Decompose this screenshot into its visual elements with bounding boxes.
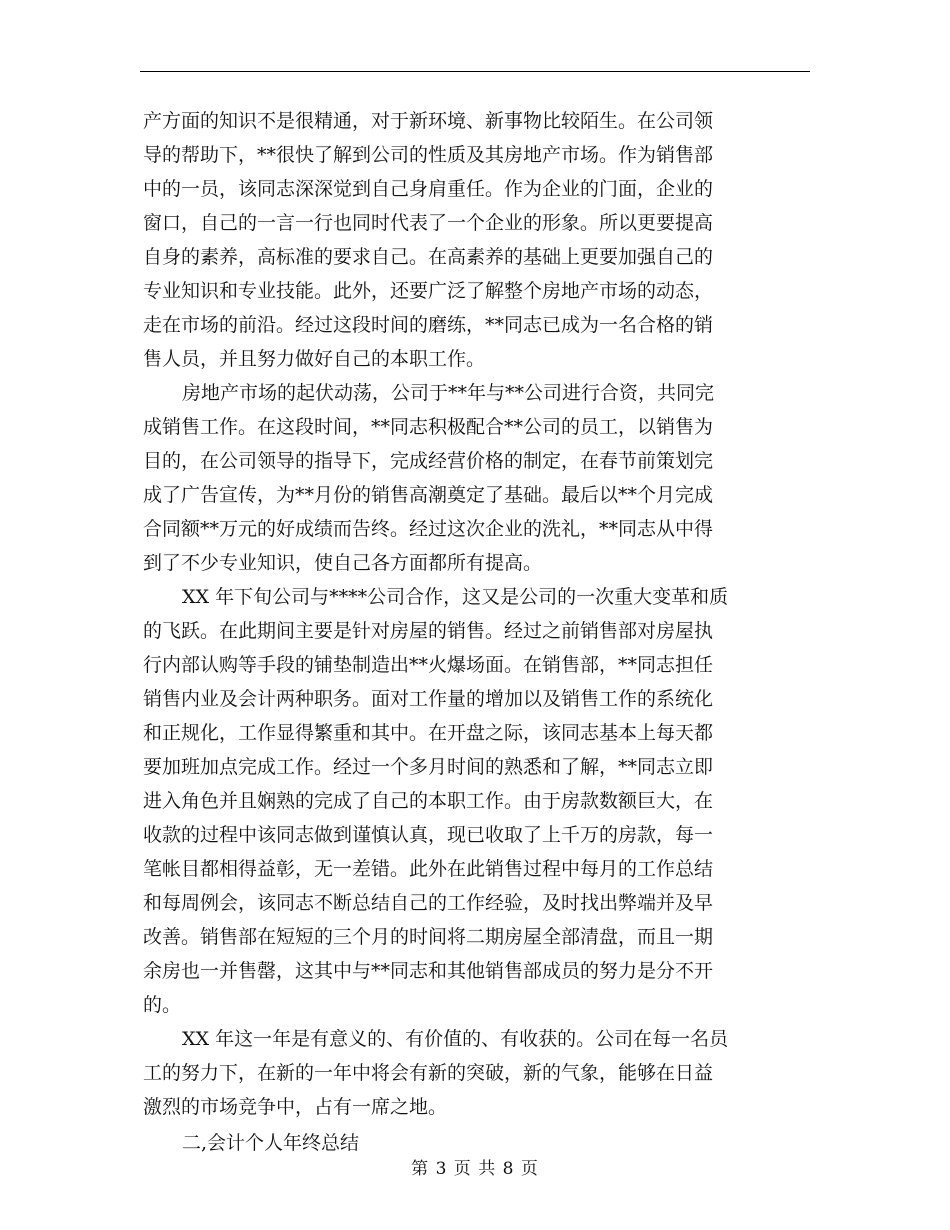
header-rule [140,71,810,72]
body-text-line: 售人员，并且努力做好自己的本职工作。 [143,348,486,370]
body-text-line: 窗口，自己的一言一行也同时代表了一个企业的形象。所以更要提高 [143,212,714,234]
body-text-line: 到了不少专业知识，使自己各方面都所有提高。 [143,552,543,574]
body-text-line: 成了广告宣传，为**月份的销售高潮奠定了基础。最后以**个月完成 [143,484,714,506]
body-text-line: 和正规化，工作显得繁重和其中。在开盘之际，该同志基本上每天都 [143,722,714,744]
body-text-line: 合同额**万元的好成绩而告终。经过这次企业的洗礼，**同志从中得 [143,518,714,540]
body-text-line: 行内部认购等手段的铺垫制造出**火爆场面。在销售部，**同志担任 [143,654,714,676]
body-text-line: 房地产市场的起伏动荡，公司于**年与**公司进行合资，共同完 [182,382,715,404]
body-text-line: 收款的过程中该同志做到谨慎认真，现已收取了上千万的房款，每一 [143,824,714,846]
body-text-line: 目的，在公司领导的指导下，完成经营价格的制定，在春节前策划完 [143,450,714,472]
body-text-line: 成销售工作。在这段时间，**同志积极配合**公司的员工，以销售为 [143,416,714,438]
body-text-line: XX 年这一年是有意义的、有价值的、有收获的。公司在每一名员 [182,1028,729,1050]
body-text-line: 改善。销售部在短短的三个月的时间将二期房屋全部清盘，而且一期 [143,926,714,948]
section-heading: 二,会计个人年终总结 [182,1132,360,1154]
body-text-line: 中的一员，该同志深深觉到自己身肩重任。作为企业的门面，企业的 [143,178,714,200]
body-text-line: 笔帐目都相得益彰，无一差错。此外在此销售过程中每月的工作总结 [143,858,714,880]
body-text-line: 自身的素养，高标准的要求自己。在高素养的基础上更要加强自己的 [143,246,714,268]
body-text-line: 销售内业及会计两种职务。面对工作量的增加以及销售工作的系统化 [143,688,714,710]
body-text-line: 的。 [143,994,182,1016]
body-text-line: 专业知识和专业技能。此外，还要广泛了解整个房地产市场的动态， [143,280,714,302]
body-text-line: 产方面的知识不是很精通，对于新环境、新事物比较陌生。在公司领 [143,110,714,132]
body-text-line: 余房也一并售罄，这其中与**同志和其他销售部成员的努力是分不开 [143,960,714,982]
body-text-line: 导的帮助下，**很快了解到公司的性质及其房地产市场。作为销售部 [143,144,714,166]
body-text-line: 激烈的市场竞争中，占有一席之地。 [143,1096,448,1118]
document-body [143,104,811,1160]
body-text-line: 要加班加点完成工作。经过一个多月时间的熟悉和了解，**同志立即 [143,756,714,778]
page-footer: 第 3 页 共 8 页 [411,1159,539,1179]
body-text-line: 工的努力下，在新的一年中将会有新的突破，新的气象，能够在日益 [143,1062,714,1084]
body-text-line: XX 年下旬公司与****公司合作，这又是公司的一次重大变革和质 [182,586,729,608]
body-text-line: 走在市场的前沿。经过这段时间的磨练，**同志已成为一名合格的销 [143,314,714,336]
body-text-line: 的飞跃。在此期间主要是针对房屋的销售。经过之前销售部对房屋执 [143,620,714,642]
body-text-line: 和每周例会，该同志不断总结自己的工作经验，及时找出弊端并及早 [143,892,714,914]
body-text-line: 进入角色并且娴熟的完成了自己的本职工作。由于房款数额巨大，在 [143,790,714,812]
